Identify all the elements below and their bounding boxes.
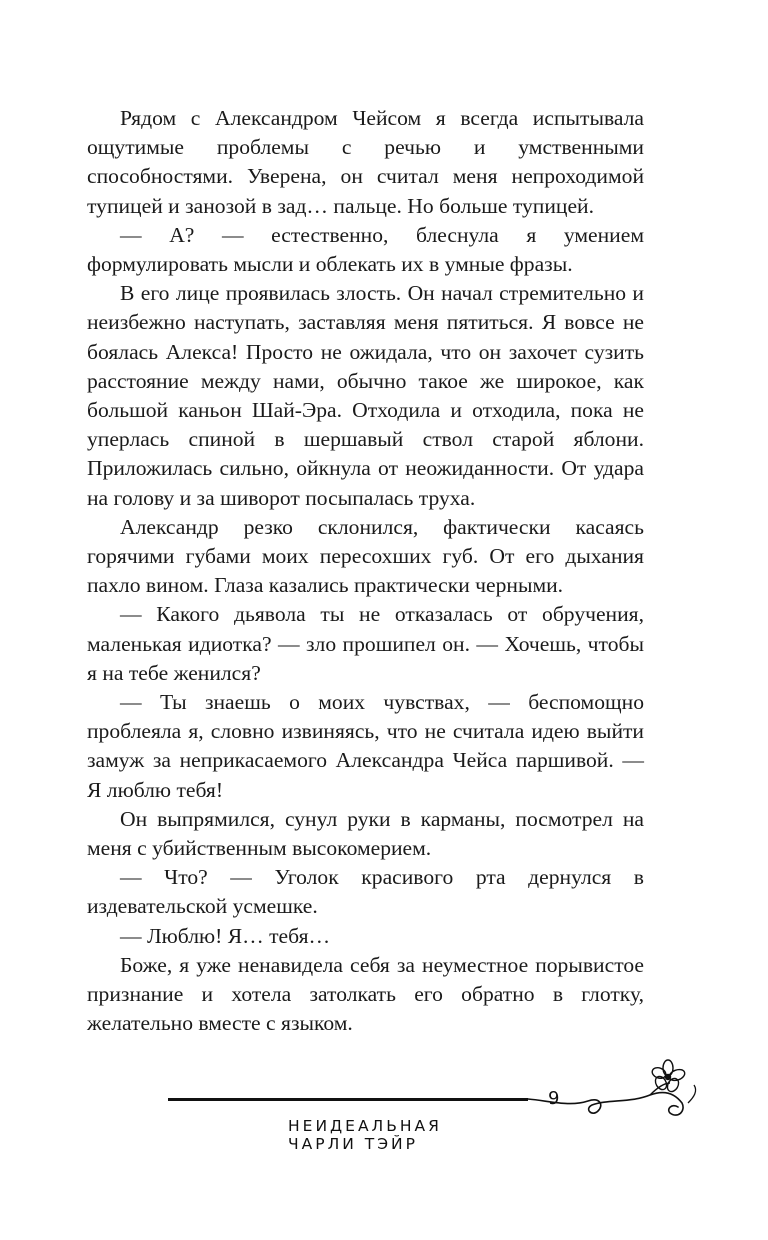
paragraph-7: Он выпрямился, сунул руки в карманы, посмотрел на меня с убийственным высокомерием.: [87, 806, 644, 861]
paragraph-2: — А? — естественно, блеснула я умением формулировать мысли и облекать их в умные фразы.: [87, 222, 644, 277]
body-text: [87, 104, 644, 1039]
paragraph-8: — Что? — Уголок красивого рта дернулся в издевательской усмешке.: [87, 865, 644, 919]
flower-swirl-icon: [500, 1055, 705, 1135]
paragraph-1: Рядом с Александром Чейсом я всегда испытывала ощутимые проблемы с речью и умственными способностями. Уверена, он считал меня непроходимой тупицей и занозой в зад… пальце. Но больше тупицей.: [87, 106, 644, 218]
paragraph-9: — Люблю! Я… тебя…: [120, 923, 331, 948]
running-footer-title: НЕИДЕАЛЬНАЯ ЧАРЛИ ТЭЙР: [288, 1117, 442, 1153]
paragraph-4: Александр резко склонился, фактически касаясь горячими губами моих пересохших губ. От его дыхания пахло вином. Глаза казались практически черными.: [87, 514, 644, 598]
paragraph-3: В его лице проявилась злость. Он начал стремительно и неизбежно наступать, заставляя меня пятиться. Я вовсе не боялась Алекса! Просто не ожидала, что он захочет сузить расстояние между нами, обычно такое же широкое, как большой каньон Шай-Эра. Отходила и отходила, пока не уперлась спиной в шершавый ствол старой яблони. Приложилась сильно, ойкнула от неожиданности. От удара на голову и за шиворот посыпалась труха.: [87, 281, 644, 510]
paragraph-10: Боже, я уже ненавидела себя за неуместное порывистое признание и хотела затолкать его обратно в глотку, желательно вместе с языком.: [87, 952, 644, 1036]
paragraph-5: — Какого дьявола ты не отказалась от обручения, маленькая идиотка? — зло прошипел он. — Хочешь, чтобы я на тебе женился?: [87, 602, 644, 685]
paragraph-6: — Ты знаешь о моих чувствах, — беспомощно проблеяла я, словно извиняясь, что не считала идею выйти замуж за неприкасаемого Александра Чейса паршивой. — Я люблю тебя!: [87, 690, 644, 802]
page-number: 9: [548, 1088, 560, 1109]
footer-rule: [168, 1098, 528, 1101]
